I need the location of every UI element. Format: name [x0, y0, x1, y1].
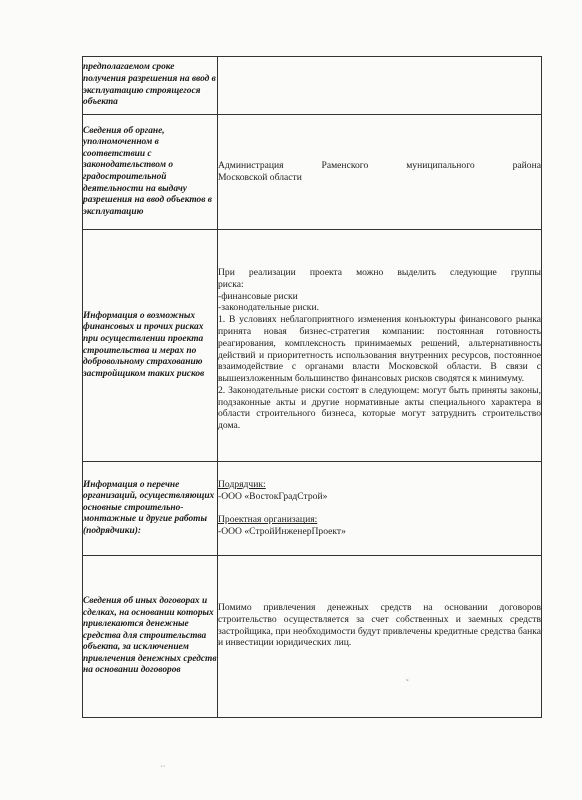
design-org-name: -ООО «СтройИнженерПроект»: [218, 526, 346, 538]
row-value-other-contracts: Помимо привлечения денежных средств на основании договоров строительство осуществляется за счет собственных и заемных средств застройщика, при необходимости будут привлечены кредитные средства банка и инвестиции юридических лиц.: [218, 556, 542, 718]
row-value-risks: [218, 230, 542, 462]
risks-intro-line-1: При реализации проекта можно выделить следующие группы: [218, 266, 541, 278]
row-label-deadline: предполагаемом сроке получения разрешения на ввод в эксплуатацию строящегося объекта: [83, 57, 218, 115]
risks-paragraph-2: 2. Законодательные риски состоят в следующем: могут быть приняты законы, подзаконные акты и другие нормативные акты специального характера в области строительного бизнеса, которые могут затруднить строительство дома.: [218, 384, 541, 432]
risks-intro-line-3: -финансовые риски: [218, 290, 298, 302]
authority-line-1: Администрация Раменского муниципального района: [218, 160, 541, 172]
risks-paragraph-1: 1. В условиях неблагоприятного изменения конъюктуры финансового рынка принята новая бизнес-стратегия компании: постоянная готовность реагирования, комплексность принимаемых решений, альтернативность действий и приоритетность использования внутренних ресурсов, постоянное взаимодействие с органами власти Московской области. В связи с вышеизложенным большинство финансовых рисков сводятся к минимуму.: [218, 314, 541, 385]
table-row: [83, 556, 542, 718]
design-org-heading: Проектная организация:: [218, 514, 318, 526]
row-value-authority: [218, 115, 542, 230]
row-label-other-contracts: Сведения об иных договорах и сделках, на основании которых привлекаются денежные средства для строительства объекта, за исключением привлечения денежных средств на основании договоров: [83, 556, 218, 718]
contractor-name: -ООО «ВостокГрадСтрой»: [218, 490, 328, 502]
row-label-contractors: Информация о перечне организаций, осуществляющих основные строительно-монтажные и другие работы (подрядчики):: [83, 462, 218, 556]
contractor-heading: Подрядчик:: [218, 479, 266, 490]
row-value-contractors: [218, 462, 542, 556]
risks-intro-line-4: -законодательные риски.: [218, 302, 319, 314]
info-table: [82, 56, 542, 718]
table-row: [83, 462, 542, 556]
row-label-authority: Сведения об органе, уполномоченном в соответствии с законодательством о градостроительной деятельности на выдачу разрешения на ввод объектов в эксплуатацию: [83, 115, 218, 230]
table-row: [83, 57, 542, 115]
table-row: [83, 230, 542, 462]
row-label-risks: Информация о возможных финансовых и прочих рисках при осуществлении проекта строительства и мерах по добровольному страхованию застройщиком таких рисков: [83, 230, 218, 462]
row-value-deadline: [218, 57, 542, 115]
table-row: [83, 115, 542, 230]
authority-line-2: Московской области: [218, 172, 302, 183]
risks-intro-line-2: риска:: [218, 278, 244, 290]
scan-speck-mark: ˙˙: [160, 764, 166, 773]
scan-speck-mark: ˜: [406, 678, 409, 687]
spacer: [218, 503, 541, 515]
